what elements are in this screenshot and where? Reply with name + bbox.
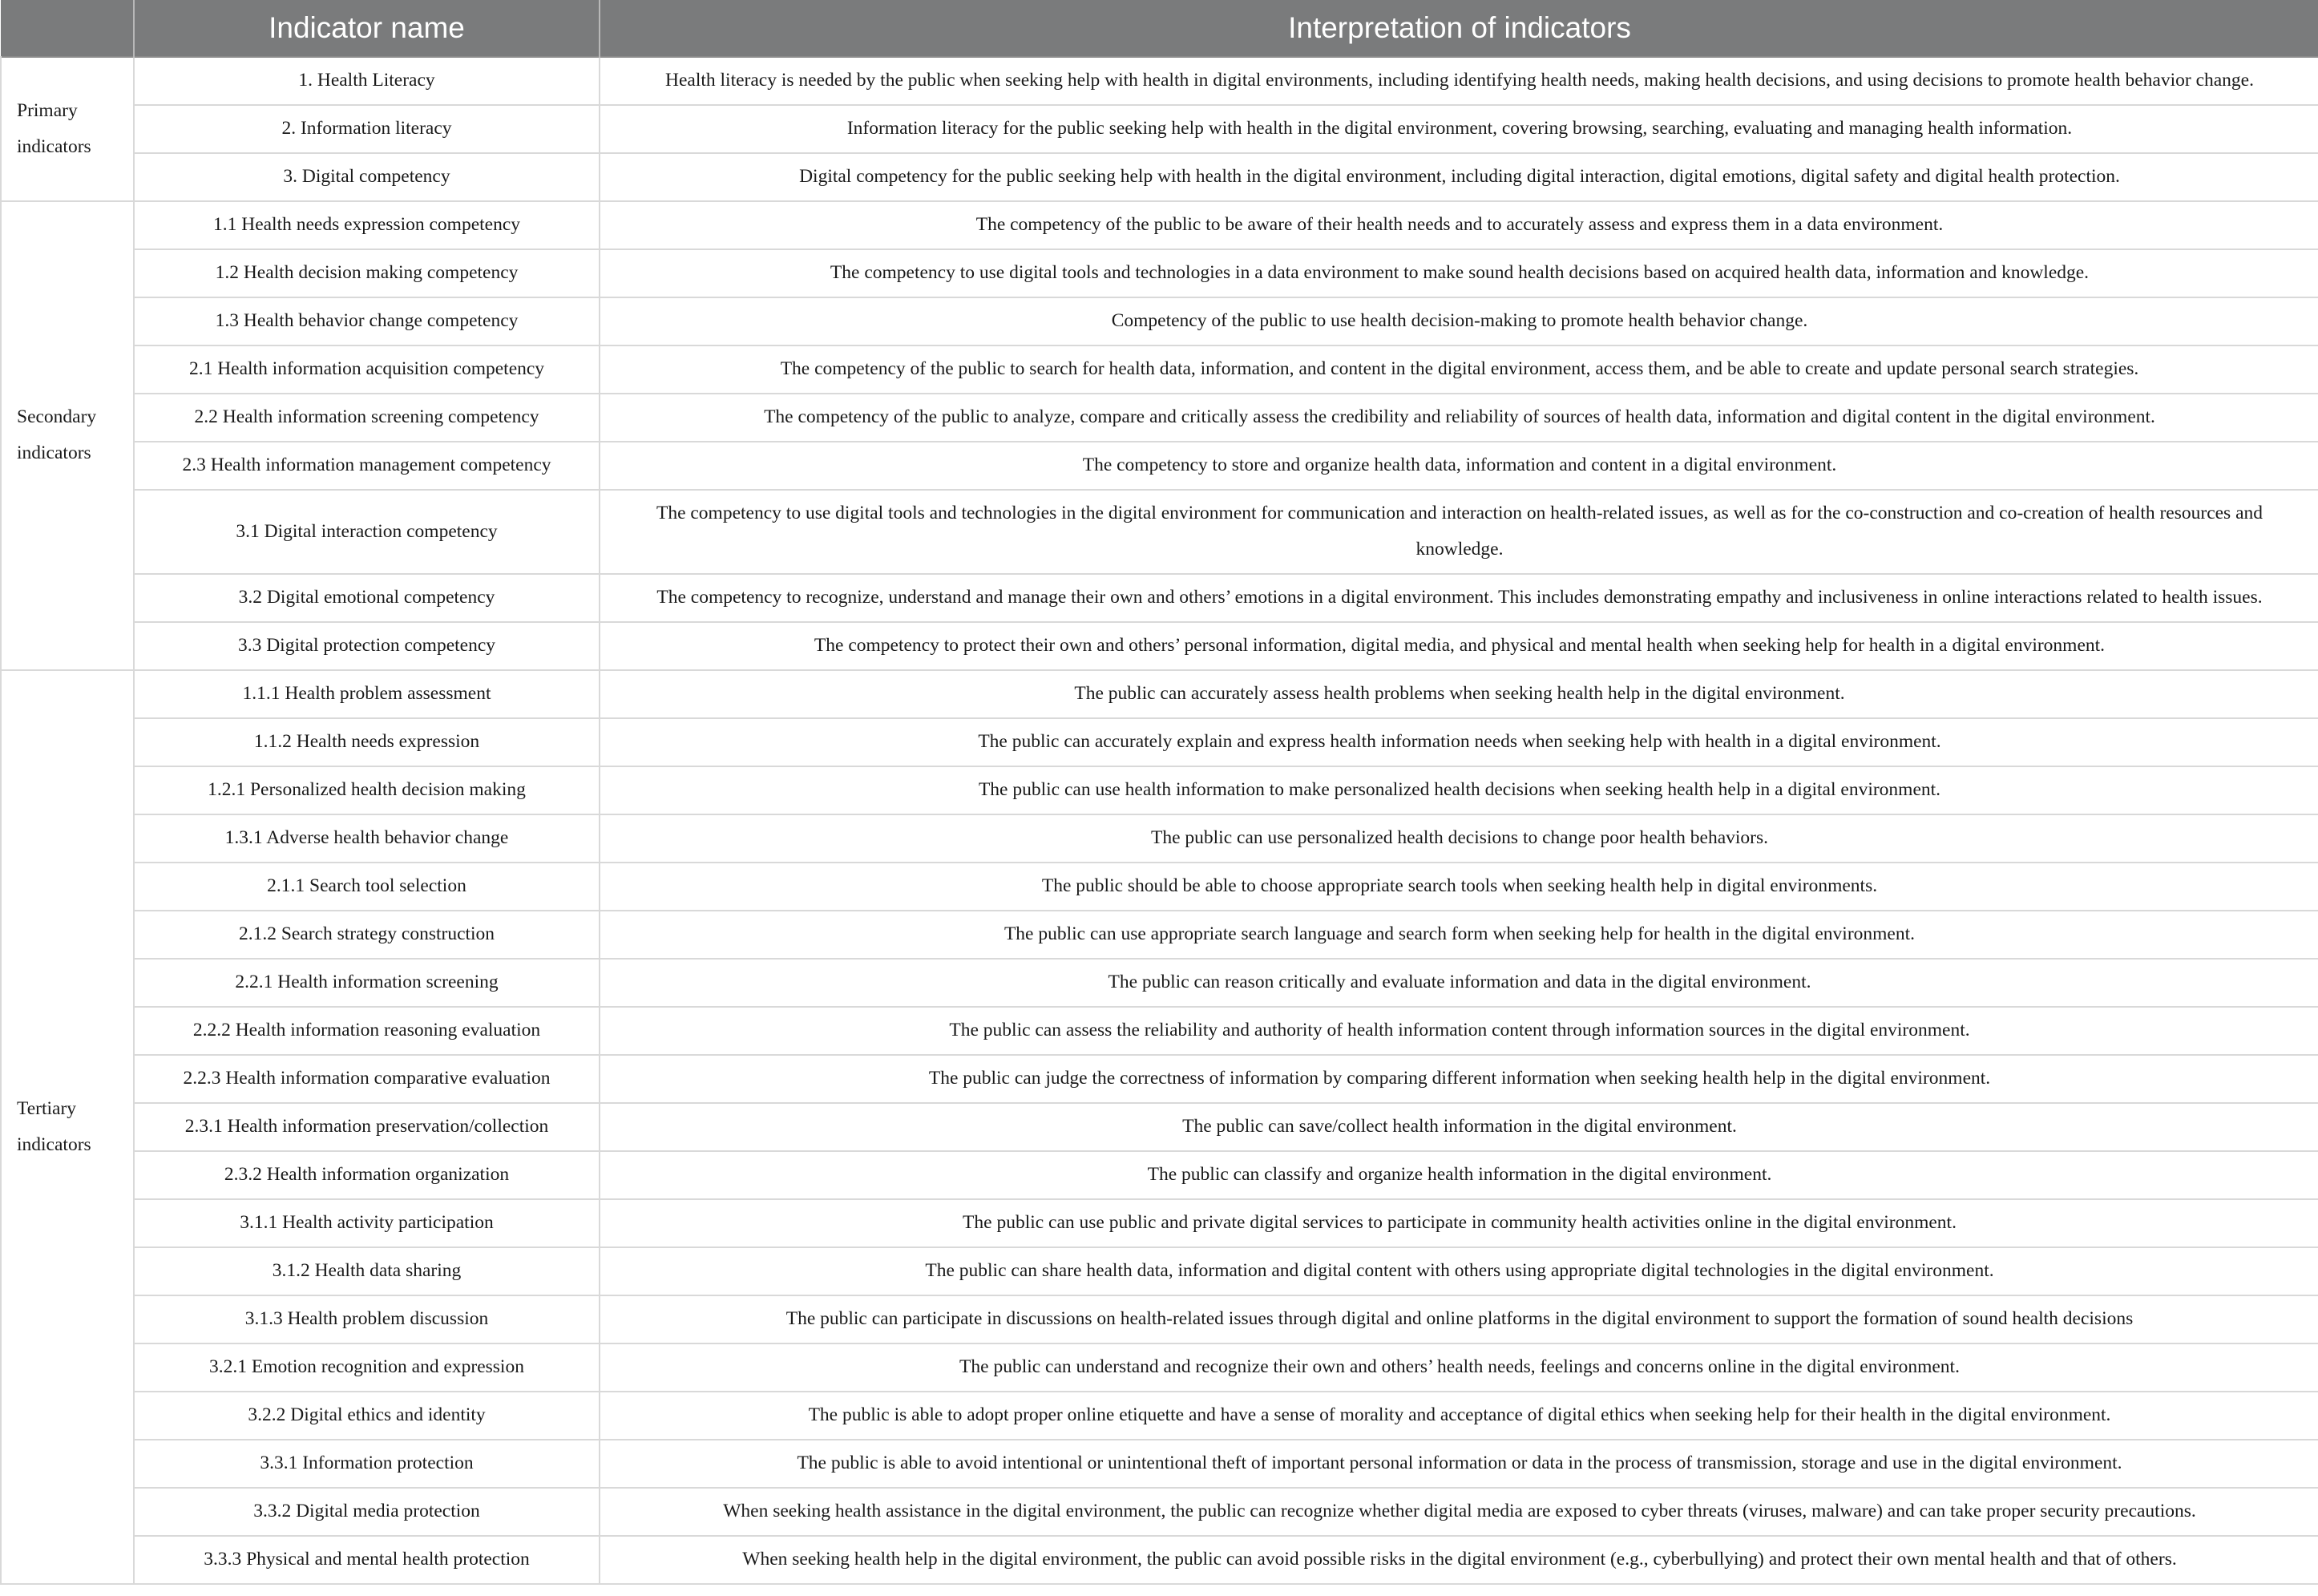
- indicator-name-cell: 3.1.3 Health problem discussion: [134, 1295, 600, 1343]
- table-row: [1, 622, 2318, 670]
- indicator-interpretation-cell: Information literacy for the public seeking help with health in the digital environment, covering browsing, searching, evaluating and managing health information.: [600, 105, 2318, 153]
- indicator-name-cell: 1.2 Health decision making competency: [134, 249, 600, 297]
- indicator-name-cell: 3. Digital competency: [134, 153, 600, 201]
- indicator-name-cell: 1.3 Health behavior change competency: [134, 297, 600, 345]
- indicator-name-cell: 3.1.2 Health data sharing: [134, 1247, 600, 1295]
- indicator-level-label: Secondary indicators: [1, 201, 134, 670]
- indicator-name-cell: 3.2.1 Emotion recognition and expression: [134, 1343, 600, 1392]
- indicator-name-cell: 1.1.1 Health problem assessment: [134, 670, 600, 718]
- table-body: [1, 57, 2318, 1584]
- indicator-interpretation-cell: The public can share health data, information and digital content with others using appropriate digital technologies in the digital environment.: [600, 1247, 2318, 1295]
- indicator-name-cell: 2.3.1 Health information preservation/collection: [134, 1103, 600, 1151]
- table-row: [1, 394, 2318, 442]
- indicator-level-label: Primary indicators: [1, 57, 134, 201]
- indicator-interpretation-cell: The competency to use digital tools and technologies in a data environment to make sound health decisions based on acquired health data, information and knowledge.: [600, 249, 2318, 297]
- indicator-name-cell: 3.2.2 Digital ethics and identity: [134, 1392, 600, 1440]
- header-level-cell: [1, 0, 134, 57]
- table-row: [1, 105, 2318, 153]
- table-row: [1, 959, 2318, 1007]
- indicator-name-cell: 2.2.3 Health information comparative evaluation: [134, 1055, 600, 1103]
- indicator-name-cell: 3.2 Digital emotional competency: [134, 574, 600, 622]
- table-row: [1, 345, 2318, 394]
- indicator-interpretation-cell: The public can save/collect health information in the digital environment.: [600, 1103, 2318, 1151]
- table-row: [1, 249, 2318, 297]
- indicator-interpretation-cell: The public can classify and organize health information in the digital environment.: [600, 1151, 2318, 1199]
- table-row: [1, 718, 2318, 766]
- indicator-name-cell: 2. Information literacy: [134, 105, 600, 153]
- table-row: [1, 442, 2318, 490]
- indicator-interpretation-cell: The competency to store and organize health data, information and content in a digital environment.: [600, 442, 2318, 490]
- indicator-interpretation-cell: The competency to use digital tools and technologies in the digital environment for communication and interaction on health-related issues, as well as for the co-construction and co-creation of health resources and knowledge.: [600, 490, 2318, 574]
- header-interpretation: Interpretation of indicators: [600, 0, 2318, 57]
- table-row: [1, 670, 2318, 718]
- table-row: [1, 766, 2318, 814]
- indicator-level-label: Tertiary indicators: [1, 670, 134, 1584]
- indicator-name-cell: 1.1.2 Health needs expression: [134, 718, 600, 766]
- indicator-interpretation-cell: The competency to protect their own and others’ personal information, digital media, and physical and mental health when seeking help for health in a digital environment.: [600, 622, 2318, 670]
- table-row: [1, 1007, 2318, 1055]
- indicator-interpretation-cell: The public can reason critically and evaluate information and data in the digital environment.: [600, 959, 2318, 1007]
- indicator-interpretation-cell: The public can participate in discussions on health-related issues through digital and online platforms in the digital environment to support the formation of sound health decisions: [600, 1295, 2318, 1343]
- table-row: [1, 1440, 2318, 1488]
- table-row: [1, 1392, 2318, 1440]
- indicator-name-cell: 3.1 Digital interaction competency: [134, 490, 600, 574]
- indicator-interpretation-cell: When seeking health help in the digital environment, the public can avoid possible risks in the digital environment (e.g., cyberbullying) and protect their own mental health and that of others.: [600, 1536, 2318, 1584]
- table-row: [1, 1295, 2318, 1343]
- indicator-name-cell: 2.2.2 Health information reasoning evaluation: [134, 1007, 600, 1055]
- indicator-interpretation-cell: The competency of the public to analyze, compare and critically assess the credibility and reliability of sources of health data, information and digital content in the digital environment.: [600, 394, 2318, 442]
- indicator-interpretation-cell: The public can use health information to make personalized health decisions when seeking health help in a digital environment.: [600, 766, 2318, 814]
- indicator-name-cell: 3.3.3 Physical and mental health protection: [134, 1536, 600, 1584]
- indicator-name-cell: 2.2 Health information screening competency: [134, 394, 600, 442]
- table-row: [1, 1343, 2318, 1392]
- table-header: [1, 0, 2318, 57]
- indicator-interpretation-cell: The public can understand and recognize their own and others’ health needs, feelings and concerns online in the digital environment.: [600, 1343, 2318, 1392]
- indicator-name-cell: 1. Health Literacy: [134, 57, 600, 105]
- indicator-interpretation-cell: The competency to recognize, understand and manage their own and others’ emotions in a digital environment. This includes demonstrating empathy and inclusiveness in online interactions related to health issues.: [600, 574, 2318, 622]
- table-row: [1, 153, 2318, 201]
- header-indicator-name: Indicator name: [134, 0, 600, 57]
- indicator-name-cell: 3.3.1 Information protection: [134, 1440, 600, 1488]
- indicator-interpretation-cell: The public is able to adopt proper online etiquette and have a sense of morality and acceptance of digital ethics when seeking help for their health in the digital environment.: [600, 1392, 2318, 1440]
- table-row: [1, 201, 2318, 249]
- table-row: [1, 863, 2318, 911]
- indicator-interpretation-cell: The competency of the public to search for health data, information, and content in the digital environment, access them, and be able to create and update personal search strategies.: [600, 345, 2318, 394]
- indicator-interpretation-cell: When seeking health assistance in the digital environment, the public can recognize whether digital media are exposed to cyber threats (viruses, malware) and can take proper security precautions.: [600, 1488, 2318, 1536]
- indicator-name-cell: 2.1.2 Search strategy construction: [134, 911, 600, 959]
- indicator-interpretation-cell: The public can use personalized health decisions to change poor health behaviors.: [600, 814, 2318, 863]
- indicator-interpretation-cell: The public is able to avoid intentional or unintentional theft of important personal information or data in the process of transmission, storage and use in the digital environment.: [600, 1440, 2318, 1488]
- table-row: [1, 814, 2318, 863]
- indicator-interpretation-cell: Competency of the public to use health decision-making to promote health behavior change.: [600, 297, 2318, 345]
- indicator-interpretation-cell: The public can use public and private digital services to participate in community health activities online in the digital environment.: [600, 1199, 2318, 1247]
- table-row: [1, 1055, 2318, 1103]
- indicator-name-cell: 1.1 Health needs expression competency: [134, 201, 600, 249]
- indicator-interpretation-cell: The public can use appropriate search language and search form when seeking help for health in the digital environment.: [600, 911, 2318, 959]
- indicator-interpretation-cell: The public can assess the reliability and authority of health information content through information sources in the digital environment.: [600, 1007, 2318, 1055]
- indicator-interpretation-cell: The public should be able to choose appropriate search tools when seeking health help in digital environments.: [600, 863, 2318, 911]
- table-row: [1, 574, 2318, 622]
- indicator-interpretation-cell: The public can judge the correctness of information by comparing different information when seeking health help in the digital environment.: [600, 1055, 2318, 1103]
- indicator-interpretation-cell: The competency of the public to be aware of their health needs and to accurately assess and express them in a data environment.: [600, 201, 2318, 249]
- indicator-interpretation-cell: Digital competency for the public seeking help with health in the digital environment, including digital interaction, digital emotions, digital safety and digital health protection.: [600, 153, 2318, 201]
- header-row: [1, 0, 2318, 57]
- table-row: [1, 1488, 2318, 1536]
- indicator-interpretation-cell: The public can accurately explain and express health information needs when seeking help with health in a digital environment.: [600, 718, 2318, 766]
- indicator-name-cell: 2.3 Health information management competency: [134, 442, 600, 490]
- indicator-name-cell: 3.1.1 Health activity participation: [134, 1199, 600, 1247]
- table-row: [1, 1247, 2318, 1295]
- indicator-name-cell: 2.2.1 Health information screening: [134, 959, 600, 1007]
- indicator-name-cell: 1.2.1 Personalized health decision making: [134, 766, 600, 814]
- table-row: [1, 57, 2318, 105]
- table-row: [1, 297, 2318, 345]
- indicator-name-cell: 2.1 Health information acquisition competency: [134, 345, 600, 394]
- indicator-name-cell: 2.3.2 Health information organization: [134, 1151, 600, 1199]
- table-row: [1, 490, 2318, 574]
- table-row: [1, 1536, 2318, 1584]
- indicator-interpretation-cell: Health literacy is needed by the public when seeking help with health in digital environments, including identifying health needs, making health decisions, and using decisions to promote health behavior change.: [600, 57, 2318, 105]
- indicator-name-cell: 1.3.1 Adverse health behavior change: [134, 814, 600, 863]
- table-row: [1, 1199, 2318, 1247]
- table-row: [1, 1151, 2318, 1199]
- indicator-interpretation-cell: The public can accurately assess health problems when seeking health help in the digital environment.: [600, 670, 2318, 718]
- indicator-name-cell: 3.3.2 Digital media protection: [134, 1488, 600, 1536]
- table-row: [1, 911, 2318, 959]
- table-row: [1, 1103, 2318, 1151]
- indicator-name-cell: 3.3 Digital protection competency: [134, 622, 600, 670]
- indicator-name-cell: 2.1.1 Search tool selection: [134, 863, 600, 911]
